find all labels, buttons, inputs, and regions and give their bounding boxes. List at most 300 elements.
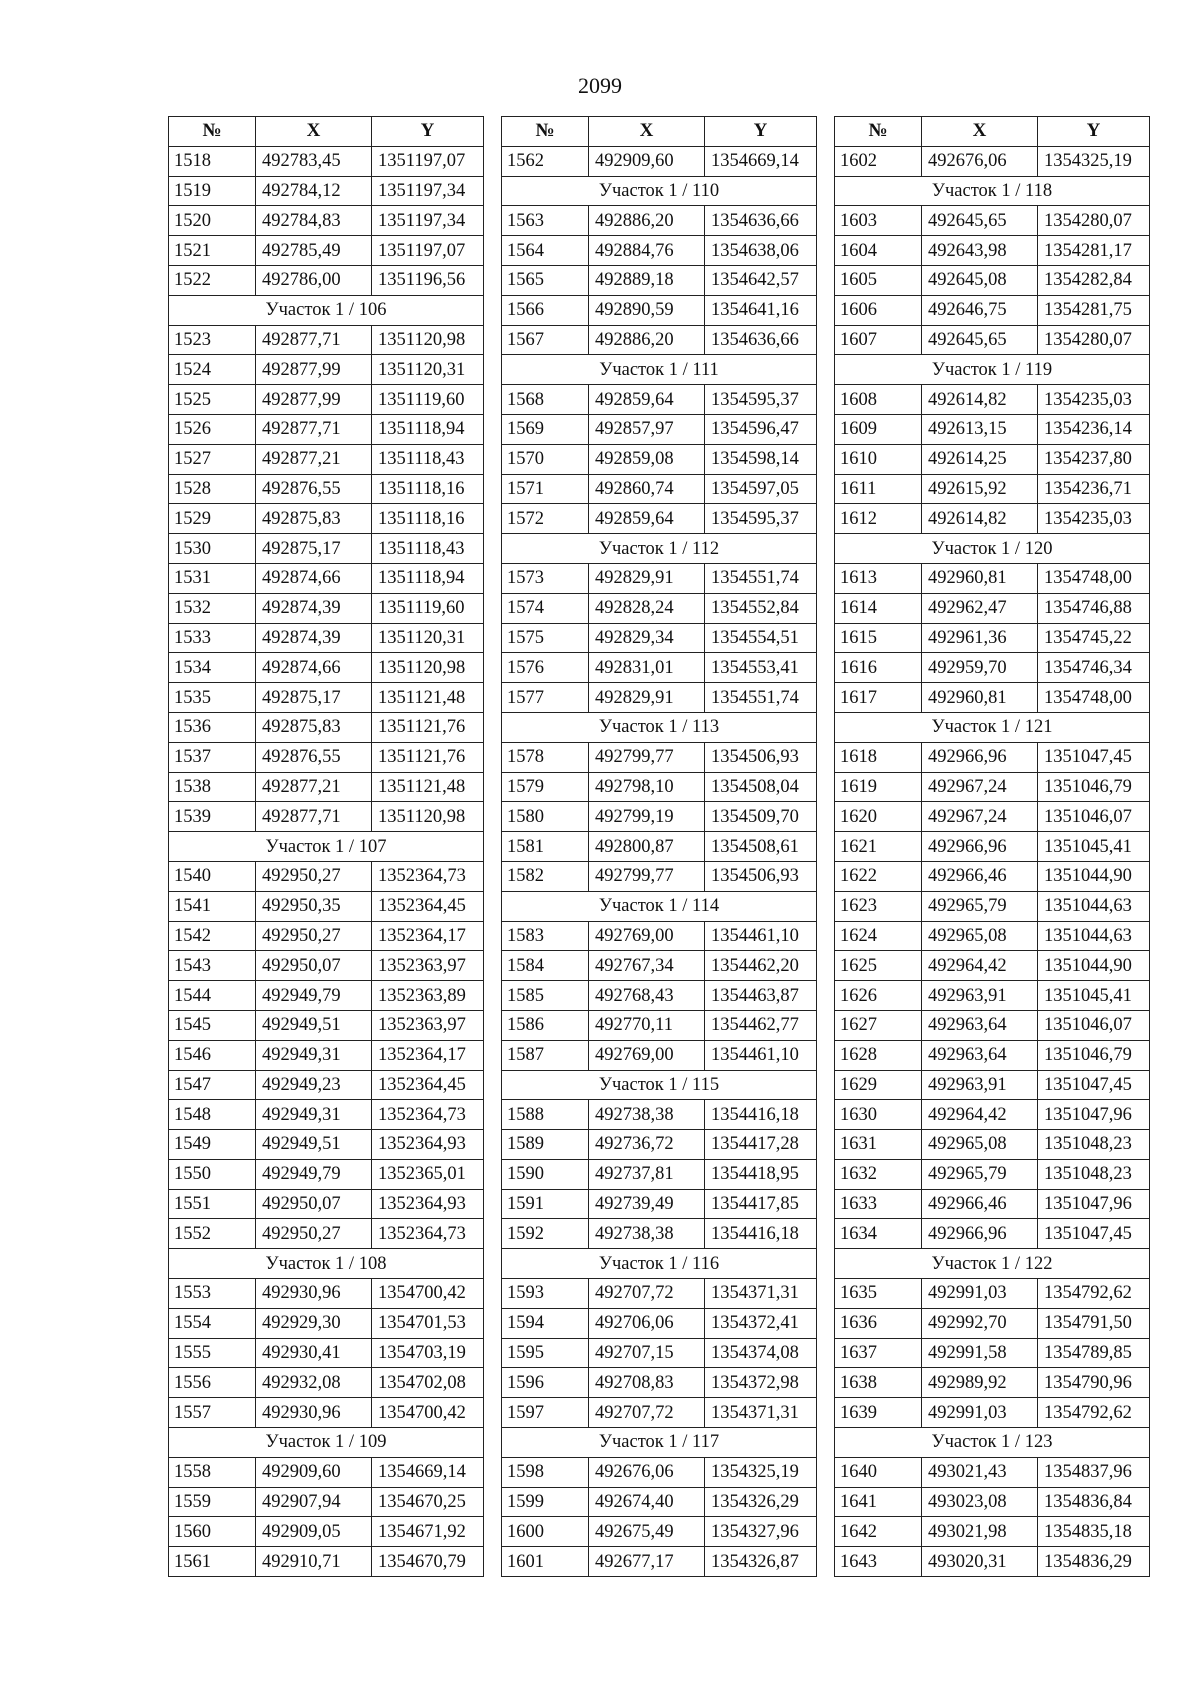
table-row xyxy=(502,802,817,832)
table-row xyxy=(169,683,484,713)
point-number-cell: 1554 xyxy=(169,1308,256,1338)
x-coordinate-cell: 492966,96 xyxy=(922,742,1038,772)
point-number-cell: 1576 xyxy=(502,653,589,683)
x-coordinate-cell: 492877,71 xyxy=(256,325,372,355)
x-coordinate-cell: 492877,71 xyxy=(256,802,372,832)
table-row xyxy=(169,325,484,355)
table-row xyxy=(502,563,817,593)
point-number-cell: 1598 xyxy=(502,1457,589,1487)
y-coordinate-cell: 1351047,45 xyxy=(1038,742,1150,772)
table-row xyxy=(835,1457,1150,1487)
point-number-cell: 1619 xyxy=(835,772,922,802)
header-x: X xyxy=(256,117,372,147)
x-coordinate-cell: 492930,41 xyxy=(256,1338,372,1368)
y-coordinate-cell: 1354372,41 xyxy=(705,1308,817,1338)
y-coordinate-cell: 1354701,53 xyxy=(372,1308,484,1338)
point-number-cell: 1638 xyxy=(835,1368,922,1398)
point-number-cell: 1542 xyxy=(169,921,256,951)
point-number-cell: 1569 xyxy=(502,414,589,444)
table-row xyxy=(502,1130,817,1160)
page-number: 2099 xyxy=(578,73,622,98)
y-coordinate-cell: 1351197,07 xyxy=(372,236,484,266)
x-coordinate-cell: 492932,08 xyxy=(256,1368,372,1398)
table-row xyxy=(169,1398,484,1428)
x-coordinate-cell: 492857,97 xyxy=(589,414,705,444)
point-number-cell: 1544 xyxy=(169,981,256,1011)
y-coordinate-cell: 1354237,80 xyxy=(1038,444,1150,474)
y-coordinate-cell: 1351121,76 xyxy=(372,712,484,742)
point-number-cell: 1593 xyxy=(502,1279,589,1309)
x-coordinate-cell: 492615,92 xyxy=(922,474,1038,504)
point-number-cell: 1562 xyxy=(502,146,589,176)
x-coordinate-cell: 492989,92 xyxy=(922,1368,1038,1398)
x-coordinate-cell: 492613,15 xyxy=(922,414,1038,444)
y-coordinate-cell: 1354418,95 xyxy=(705,1159,817,1189)
x-coordinate-cell: 492645,65 xyxy=(922,325,1038,355)
x-coordinate-cell: 492960,81 xyxy=(922,683,1038,713)
y-coordinate-cell: 1351120,31 xyxy=(372,355,484,385)
y-coordinate-cell: 1354326,29 xyxy=(705,1487,817,1517)
table-row xyxy=(835,563,1150,593)
x-coordinate-cell: 492877,71 xyxy=(256,414,372,444)
table-row xyxy=(502,265,817,295)
table-row xyxy=(502,385,817,415)
table-row xyxy=(169,1457,484,1487)
y-coordinate-cell: 1354371,31 xyxy=(705,1398,817,1428)
coordinates-table-2 xyxy=(501,116,817,1577)
table-row xyxy=(502,1338,817,1368)
x-coordinate-cell: 492950,07 xyxy=(256,951,372,981)
y-coordinate-cell: 1351047,45 xyxy=(1038,1070,1150,1100)
point-number-cell: 1602 xyxy=(835,146,922,176)
x-coordinate-cell: 492874,39 xyxy=(256,593,372,623)
table-row xyxy=(169,1517,484,1547)
header-x: X xyxy=(922,117,1038,147)
x-coordinate-cell: 492708,83 xyxy=(589,1368,705,1398)
point-number-cell: 1604 xyxy=(835,236,922,266)
x-coordinate-cell: 492950,27 xyxy=(256,1219,372,1249)
x-coordinate-cell: 492949,31 xyxy=(256,1100,372,1130)
y-coordinate-cell: 1351121,48 xyxy=(372,683,484,713)
x-coordinate-cell: 492736,72 xyxy=(589,1130,705,1160)
table-row xyxy=(502,1517,817,1547)
x-coordinate-cell: 492675,49 xyxy=(589,1517,705,1547)
y-coordinate-cell: 1354372,98 xyxy=(705,1368,817,1398)
y-coordinate-cell: 1354745,22 xyxy=(1038,623,1150,653)
y-coordinate-cell: 1354789,85 xyxy=(1038,1338,1150,1368)
table-row xyxy=(835,1517,1150,1547)
point-number-cell: 1642 xyxy=(835,1517,922,1547)
table-row xyxy=(502,593,817,623)
table-row xyxy=(502,1100,817,1130)
table-row xyxy=(835,414,1150,444)
point-number-cell: 1625 xyxy=(835,951,922,981)
y-coordinate-cell: 1352364,73 xyxy=(372,1219,484,1249)
table-row xyxy=(835,1338,1150,1368)
section-row xyxy=(502,534,817,564)
table-row xyxy=(502,474,817,504)
y-coordinate-cell: 1352364,45 xyxy=(372,891,484,921)
x-coordinate-cell: 492909,60 xyxy=(589,146,705,176)
y-coordinate-cell: 1351120,31 xyxy=(372,623,484,653)
point-number-cell: 1607 xyxy=(835,325,922,355)
point-number-cell: 1525 xyxy=(169,385,256,415)
y-coordinate-cell: 1352364,73 xyxy=(372,1100,484,1130)
table-row xyxy=(169,1547,484,1577)
y-coordinate-cell: 1354417,85 xyxy=(705,1189,817,1219)
y-coordinate-cell: 1351118,43 xyxy=(372,444,484,474)
table-row xyxy=(169,593,484,623)
y-coordinate-cell: 1354280,07 xyxy=(1038,206,1150,236)
x-coordinate-cell: 492707,15 xyxy=(589,1338,705,1368)
y-coordinate-cell: 1354670,25 xyxy=(372,1487,484,1517)
y-coordinate-cell: 1354417,28 xyxy=(705,1130,817,1160)
x-coordinate-cell: 492967,24 xyxy=(922,772,1038,802)
table-row xyxy=(169,802,484,832)
x-coordinate-cell: 492877,21 xyxy=(256,772,372,802)
y-coordinate-cell: 1354792,62 xyxy=(1038,1279,1150,1309)
y-coordinate-cell: 1351046,07 xyxy=(1038,1010,1150,1040)
x-coordinate-cell: 492965,79 xyxy=(922,891,1038,921)
x-coordinate-cell: 492929,30 xyxy=(256,1308,372,1338)
point-number-cell: 1563 xyxy=(502,206,589,236)
x-coordinate-cell: 492860,74 xyxy=(589,474,705,504)
x-coordinate-cell: 492965,79 xyxy=(922,1159,1038,1189)
y-coordinate-cell: 1351044,90 xyxy=(1038,951,1150,981)
x-coordinate-cell: 492966,96 xyxy=(922,1219,1038,1249)
x-coordinate-cell: 492786,00 xyxy=(256,265,372,295)
point-number-cell: 1523 xyxy=(169,325,256,355)
y-coordinate-cell: 1354461,10 xyxy=(705,921,817,951)
x-coordinate-cell: 492877,21 xyxy=(256,444,372,474)
x-coordinate-cell: 492859,64 xyxy=(589,504,705,534)
table-row xyxy=(835,325,1150,355)
x-coordinate-cell: 492676,06 xyxy=(589,1457,705,1487)
y-coordinate-cell: 1354506,93 xyxy=(705,742,817,772)
point-number-cell: 1537 xyxy=(169,742,256,772)
x-coordinate-cell: 492738,38 xyxy=(589,1100,705,1130)
y-coordinate-cell: 1351197,34 xyxy=(372,176,484,206)
x-coordinate-cell: 492829,91 xyxy=(589,563,705,593)
table-row xyxy=(835,146,1150,176)
x-coordinate-cell: 492875,83 xyxy=(256,712,372,742)
point-number-cell: 1518 xyxy=(169,146,256,176)
point-number-cell: 1601 xyxy=(502,1547,589,1577)
x-coordinate-cell: 492784,83 xyxy=(256,206,372,236)
x-coordinate-cell: 492964,42 xyxy=(922,951,1038,981)
y-coordinate-cell: 1351044,63 xyxy=(1038,921,1150,951)
x-coordinate-cell: 492884,76 xyxy=(589,236,705,266)
section-row xyxy=(835,355,1150,385)
y-coordinate-cell: 1354642,57 xyxy=(705,265,817,295)
point-number-cell: 1631 xyxy=(835,1130,922,1160)
y-coordinate-cell: 1352365,01 xyxy=(372,1159,484,1189)
x-coordinate-cell: 492829,91 xyxy=(589,683,705,713)
y-coordinate-cell: 1351047,96 xyxy=(1038,1100,1150,1130)
x-coordinate-cell: 492784,12 xyxy=(256,176,372,206)
y-coordinate-cell: 1354791,50 xyxy=(1038,1308,1150,1338)
y-coordinate-cell: 1354836,84 xyxy=(1038,1487,1150,1517)
table-row xyxy=(835,683,1150,713)
x-coordinate-cell: 492874,39 xyxy=(256,623,372,653)
table-row xyxy=(169,742,484,772)
point-number-cell: 1536 xyxy=(169,712,256,742)
x-coordinate-cell: 492769,00 xyxy=(589,921,705,951)
x-coordinate-cell: 492963,64 xyxy=(922,1040,1038,1070)
section-row xyxy=(835,712,1150,742)
y-coordinate-cell: 1354671,92 xyxy=(372,1517,484,1547)
header-number: № xyxy=(835,117,922,147)
table-row xyxy=(502,444,817,474)
point-number-cell: 1531 xyxy=(169,563,256,593)
coordinates-table-3 xyxy=(834,116,1150,1577)
table-row xyxy=(835,1398,1150,1428)
point-number-cell: 1618 xyxy=(835,742,922,772)
point-number-cell: 1599 xyxy=(502,1487,589,1517)
y-coordinate-cell: 1354636,66 xyxy=(705,325,817,355)
x-coordinate-cell: 492960,81 xyxy=(922,563,1038,593)
x-coordinate-cell: 492877,99 xyxy=(256,355,372,385)
table-row xyxy=(169,355,484,385)
point-number-cell: 1522 xyxy=(169,265,256,295)
x-coordinate-cell: 492949,23 xyxy=(256,1070,372,1100)
y-coordinate-cell: 1354597,05 xyxy=(705,474,817,504)
x-coordinate-cell: 492645,08 xyxy=(922,265,1038,295)
section-label: Участок 1 / 110 xyxy=(502,176,817,206)
point-number-cell: 1552 xyxy=(169,1219,256,1249)
x-coordinate-cell: 492949,51 xyxy=(256,1130,372,1160)
x-coordinate-cell: 492800,87 xyxy=(589,832,705,862)
table-row xyxy=(835,206,1150,236)
y-coordinate-cell: 1351047,96 xyxy=(1038,1189,1150,1219)
point-number-cell: 1556 xyxy=(169,1368,256,1398)
point-number-cell: 1574 xyxy=(502,593,589,623)
point-number-cell: 1550 xyxy=(169,1159,256,1189)
table-row xyxy=(502,1547,817,1577)
table-row xyxy=(502,1159,817,1189)
x-coordinate-cell: 492874,66 xyxy=(256,563,372,593)
y-coordinate-cell: 1354636,66 xyxy=(705,206,817,236)
table-row xyxy=(169,1487,484,1517)
point-number-cell: 1605 xyxy=(835,265,922,295)
table-row xyxy=(502,1040,817,1070)
section-row xyxy=(835,1249,1150,1279)
point-number-cell: 1573 xyxy=(502,563,589,593)
table-row xyxy=(502,146,817,176)
point-number-cell: 1632 xyxy=(835,1159,922,1189)
y-coordinate-cell: 1354235,03 xyxy=(1038,385,1150,415)
point-number-cell: 1600 xyxy=(502,1517,589,1547)
point-number-cell: 1566 xyxy=(502,295,589,325)
table-row xyxy=(502,772,817,802)
point-number-cell: 1581 xyxy=(502,832,589,862)
point-number-cell: 1622 xyxy=(835,861,922,891)
point-number-cell: 1635 xyxy=(835,1279,922,1309)
point-number-cell: 1624 xyxy=(835,921,922,951)
y-coordinate-cell: 1354506,93 xyxy=(705,861,817,891)
point-number-cell: 1617 xyxy=(835,683,922,713)
table-row xyxy=(835,891,1150,921)
header-number: № xyxy=(169,117,256,147)
x-coordinate-cell: 492886,20 xyxy=(589,206,705,236)
y-coordinate-cell: 1351120,98 xyxy=(372,653,484,683)
x-coordinate-cell: 492909,60 xyxy=(256,1457,372,1487)
y-coordinate-cell: 1351121,48 xyxy=(372,772,484,802)
table-row xyxy=(169,474,484,504)
table-row xyxy=(502,1398,817,1428)
point-number-cell: 1565 xyxy=(502,265,589,295)
point-number-cell: 1588 xyxy=(502,1100,589,1130)
point-number-cell: 1551 xyxy=(169,1189,256,1219)
table-row xyxy=(835,1279,1150,1309)
y-coordinate-cell: 1354551,74 xyxy=(705,563,817,593)
table-row xyxy=(169,772,484,802)
point-number-cell: 1629 xyxy=(835,1070,922,1100)
y-coordinate-cell: 1351196,56 xyxy=(372,265,484,295)
x-coordinate-cell: 492966,46 xyxy=(922,861,1038,891)
x-coordinate-cell: 492963,91 xyxy=(922,1070,1038,1100)
section-label: Участок 1 / 115 xyxy=(502,1070,817,1100)
y-coordinate-cell: 1351048,23 xyxy=(1038,1130,1150,1160)
point-number-cell: 1594 xyxy=(502,1308,589,1338)
table-row xyxy=(835,1040,1150,1070)
y-coordinate-cell: 1354325,19 xyxy=(1038,146,1150,176)
y-coordinate-cell: 1354792,62 xyxy=(1038,1398,1150,1428)
y-coordinate-cell: 1354638,06 xyxy=(705,236,817,266)
point-number-cell: 1603 xyxy=(835,206,922,236)
point-number-cell: 1623 xyxy=(835,891,922,921)
y-coordinate-cell: 1354746,88 xyxy=(1038,593,1150,623)
x-coordinate-cell: 492875,17 xyxy=(256,683,372,713)
point-number-cell: 1578 xyxy=(502,742,589,772)
point-number-cell: 1639 xyxy=(835,1398,922,1428)
x-coordinate-cell: 492785,49 xyxy=(256,236,372,266)
table-row xyxy=(835,385,1150,415)
x-coordinate-cell: 492614,82 xyxy=(922,504,1038,534)
table-row xyxy=(169,1219,484,1249)
table-row xyxy=(502,921,817,951)
y-coordinate-cell: 1354669,14 xyxy=(372,1457,484,1487)
y-coordinate-cell: 1351197,34 xyxy=(372,206,484,236)
y-coordinate-cell: 1354836,29 xyxy=(1038,1547,1150,1577)
point-number-cell: 1628 xyxy=(835,1040,922,1070)
point-number-cell: 1526 xyxy=(169,414,256,444)
x-coordinate-cell: 492910,71 xyxy=(256,1547,372,1577)
point-number-cell: 1609 xyxy=(835,414,922,444)
section-row xyxy=(502,712,817,742)
x-coordinate-cell: 492966,46 xyxy=(922,1189,1038,1219)
y-coordinate-cell: 1351047,45 xyxy=(1038,1219,1150,1249)
y-coordinate-cell: 1354374,08 xyxy=(705,1338,817,1368)
point-number-cell: 1584 xyxy=(502,951,589,981)
section-label: Участок 1 / 109 xyxy=(169,1428,484,1458)
header-number: № xyxy=(502,117,589,147)
y-coordinate-cell: 1354553,41 xyxy=(705,653,817,683)
x-coordinate-cell: 492965,08 xyxy=(922,921,1038,951)
header-x: X xyxy=(589,117,705,147)
point-number-cell: 1640 xyxy=(835,1457,922,1487)
point-number-cell: 1610 xyxy=(835,444,922,474)
y-coordinate-cell: 1354280,07 xyxy=(1038,325,1150,355)
table-row xyxy=(169,1368,484,1398)
y-coordinate-cell: 1354746,34 xyxy=(1038,653,1150,683)
table-row xyxy=(169,176,484,206)
x-coordinate-cell: 492962,47 xyxy=(922,593,1038,623)
table-row xyxy=(169,891,484,921)
y-coordinate-cell: 1351045,41 xyxy=(1038,981,1150,1011)
point-number-cell: 1575 xyxy=(502,623,589,653)
y-coordinate-cell: 1352363,97 xyxy=(372,951,484,981)
point-number-cell: 1585 xyxy=(502,981,589,1011)
table-row xyxy=(835,1219,1150,1249)
point-number-cell: 1527 xyxy=(169,444,256,474)
table-row xyxy=(169,385,484,415)
x-coordinate-cell: 492876,55 xyxy=(256,742,372,772)
table-row xyxy=(169,1159,484,1189)
x-coordinate-cell: 492950,27 xyxy=(256,921,372,951)
table-row xyxy=(502,1279,817,1309)
x-coordinate-cell: 492614,82 xyxy=(922,385,1038,415)
header-y: Y xyxy=(372,117,484,147)
table-row xyxy=(169,623,484,653)
table-row xyxy=(169,1189,484,1219)
x-coordinate-cell: 493021,43 xyxy=(922,1457,1038,1487)
x-coordinate-cell: 492930,96 xyxy=(256,1398,372,1428)
table-row xyxy=(835,236,1150,266)
point-number-cell: 1636 xyxy=(835,1308,922,1338)
y-coordinate-cell: 1354327,96 xyxy=(705,1517,817,1547)
section-row xyxy=(835,534,1150,564)
table-row xyxy=(835,1159,1150,1189)
x-coordinate-cell: 492737,81 xyxy=(589,1159,705,1189)
table-row xyxy=(502,414,817,444)
table-row xyxy=(835,921,1150,951)
x-coordinate-cell: 492950,27 xyxy=(256,861,372,891)
point-number-cell: 1579 xyxy=(502,772,589,802)
y-coordinate-cell: 1352364,93 xyxy=(372,1189,484,1219)
y-coordinate-cell: 1354596,47 xyxy=(705,414,817,444)
table-row xyxy=(502,1219,817,1249)
table-row xyxy=(169,1070,484,1100)
table-row xyxy=(169,951,484,981)
point-number-cell: 1564 xyxy=(502,236,589,266)
table-row xyxy=(835,1308,1150,1338)
y-coordinate-cell: 1354462,20 xyxy=(705,951,817,981)
table-row xyxy=(502,683,817,713)
y-coordinate-cell: 1354595,37 xyxy=(705,504,817,534)
section-row xyxy=(502,1070,817,1100)
y-coordinate-cell: 1354461,10 xyxy=(705,1040,817,1070)
table-row xyxy=(835,981,1150,1011)
section-row xyxy=(835,176,1150,206)
point-number-cell: 1616 xyxy=(835,653,922,683)
table-row xyxy=(169,534,484,564)
point-number-cell: 1524 xyxy=(169,355,256,385)
y-coordinate-cell: 1352364,93 xyxy=(372,1130,484,1160)
y-coordinate-cell: 1351119,60 xyxy=(372,593,484,623)
point-number-cell: 1546 xyxy=(169,1040,256,1070)
point-number-cell: 1587 xyxy=(502,1040,589,1070)
point-number-cell: 1592 xyxy=(502,1219,589,1249)
point-number-cell: 1613 xyxy=(835,563,922,593)
point-number-cell: 1533 xyxy=(169,623,256,653)
table-row xyxy=(502,1368,817,1398)
x-coordinate-cell: 492770,11 xyxy=(589,1010,705,1040)
point-number-cell: 1612 xyxy=(835,504,922,534)
table-row xyxy=(502,504,817,534)
table-row xyxy=(835,1070,1150,1100)
y-coordinate-cell: 1354509,70 xyxy=(705,802,817,832)
